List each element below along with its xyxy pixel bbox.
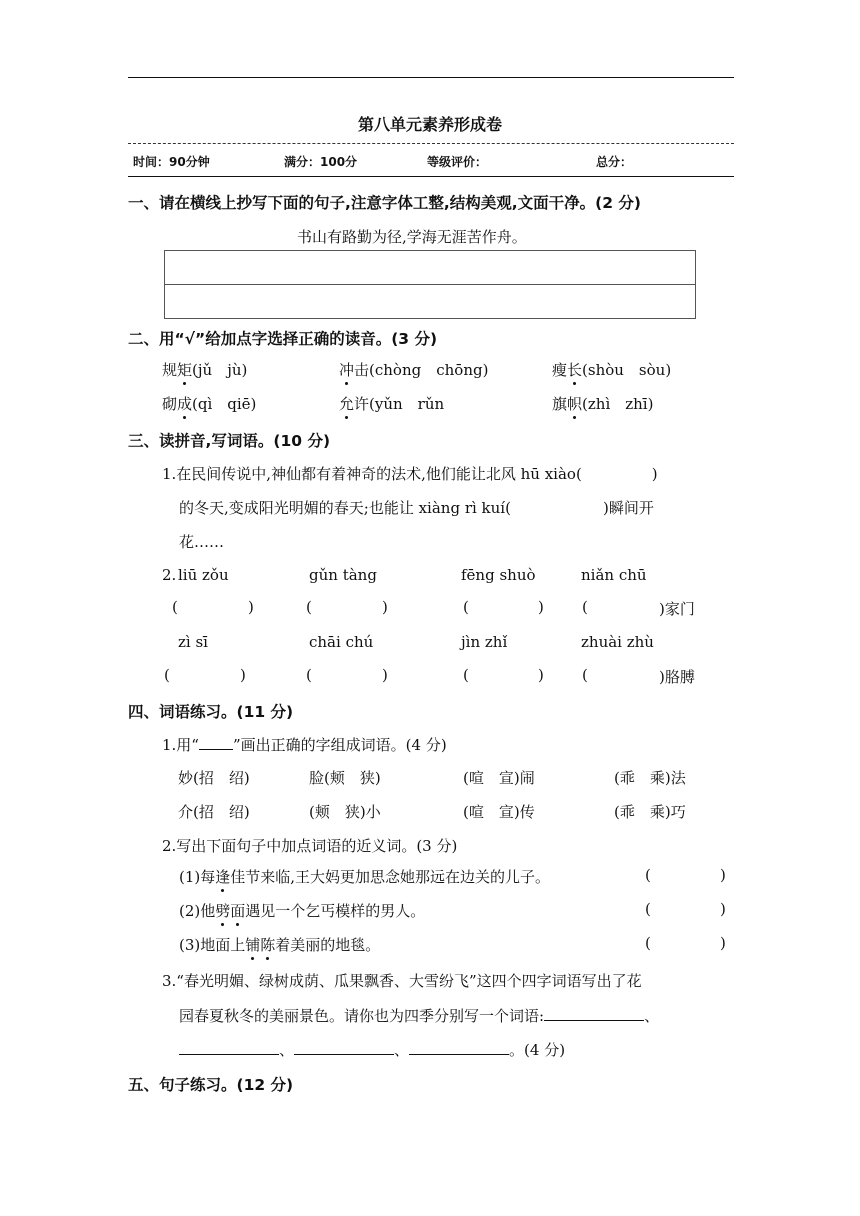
answer-bracket-open[interactable]: (: [172, 598, 178, 616]
section-5-heading: 五、句子练习。(12 分): [128, 1076, 294, 1094]
answer-bracket-open[interactable]: (: [645, 934, 651, 952]
q4-3-line3: 、 、 。(4 分): [179, 1039, 565, 1060]
pinyin-prompt: gǔn tàng: [309, 566, 377, 584]
dotted-char: 陈: [260, 936, 276, 954]
underline-sample: [199, 735, 233, 750]
reading-item: 允许(yǔn rǔn: [339, 395, 445, 413]
choice-item[interactable]: 妙(招 绍): [178, 769, 250, 787]
dotted-char: 成: [177, 395, 193, 413]
header-grade-eval: 等级评价：: [427, 155, 488, 169]
dotted-char: 帜: [567, 395, 583, 413]
synonym-sentence: (2)他劈面遇见一个乞丐模样的男人。: [179, 902, 426, 920]
choice-item[interactable]: (喧 宣)传: [463, 803, 535, 821]
q4-3-line2: 园春夏秋冬的美丽景色。请你也为四季分别写一个词语: 、: [179, 1007, 660, 1025]
answer-bracket-open[interactable]: (: [582, 666, 588, 684]
dotted-char: 长: [567, 361, 583, 379]
pinyin-prompt: liū zǒu: [178, 566, 229, 584]
answer-bracket-open[interactable]: (: [582, 598, 588, 616]
answer-bracket-close: ): [382, 598, 388, 616]
dotted-char: 劈: [215, 902, 231, 920]
dotted-char: 铺: [245, 936, 261, 954]
header-bottom-rule: [128, 176, 734, 177]
choice-item[interactable]: (乖 乘)巧: [614, 803, 686, 821]
copy-box-divider: [165, 284, 695, 285]
answer-bracket-close: ): [538, 598, 544, 616]
pinyin-prompt: niǎn chū: [581, 566, 647, 584]
choice-item[interactable]: 脸(颊 狭): [309, 769, 381, 787]
choice-item[interactable]: (颊 狭)小: [309, 803, 381, 821]
answer-bracket-close: ): [720, 934, 726, 952]
pinyin-prompt: zhuài zhù: [581, 633, 654, 651]
answer-blank[interactable]: [409, 1040, 509, 1055]
answer-blank[interactable]: [544, 1006, 644, 1021]
q4-2-instruction: 2.写出下面句子中加点词语的近义词。(3 分): [162, 837, 458, 855]
section-1-heading: 一、请在横线上抄写下面的句子,注意字体工整,结构美观,文面干净。(2 分): [128, 194, 642, 212]
answer-bracket-close: ): [538, 666, 544, 684]
answer-bracket-close: ): [382, 666, 388, 684]
q3-1-line2: 的冬天,变成阳光明媚的春天;也能让 xiàng rì kuí( )瞬间开: [179, 499, 654, 517]
answer-bracket-open[interactable]: (: [645, 866, 651, 884]
q3-2-number: 2.: [162, 566, 177, 584]
dotted-char: 允: [339, 395, 355, 413]
answer-bracket-close: ): [720, 866, 726, 884]
answer-bracket-open[interactable]: (: [306, 598, 312, 616]
header-full-score: 满分：100分: [284, 155, 358, 169]
answer-bracket-open[interactable]: (: [645, 900, 651, 918]
reading-item: 砌成(qì qiē): [162, 395, 257, 413]
top-rule: [128, 77, 734, 78]
choice-item[interactable]: (喧 宣)闹: [463, 769, 535, 787]
dotted-char: 逢: [215, 868, 231, 886]
reading-item: 旗帜(zhì zhī): [552, 395, 654, 413]
answer-bracket-close: )胳膊: [659, 668, 695, 686]
q4-1-instruction: 1.用“ ”画出正确的字组成词语。(4 分): [162, 736, 447, 754]
q4-3-line1: 3.“春光明媚、绿树成荫、瓜果飘香、大雪纷飞”这四个四字词语写出了花: [162, 972, 642, 990]
synonym-sentence: (3)地面上铺陈着美丽的地毯。: [179, 936, 381, 954]
section-3-heading: 三、读拼音,写词语。(10 分): [128, 432, 331, 450]
page-title: 第八单元素养形成卷: [357, 115, 502, 134]
answer-bracket-close: ): [248, 598, 254, 616]
reading-item: 规矩(jǔ jù): [162, 361, 248, 379]
reading-item: 瘦长(shòu sòu): [552, 361, 672, 379]
copy-sentence: 书山有路勤为径,学海无涯苦作舟。: [297, 228, 527, 246]
answer-bracket-open[interactable]: (: [164, 666, 170, 684]
answer-bracket-open[interactable]: (: [463, 666, 469, 684]
header-time: 时间：90分钟: [133, 155, 210, 169]
answer-bracket-close: ): [720, 900, 726, 918]
q3-1-line3: 花……: [179, 533, 225, 551]
answer-bracket-close: )家门: [659, 600, 695, 618]
answer-bracket-open[interactable]: (: [463, 598, 469, 616]
header-top-rule: [128, 143, 734, 144]
answer-bracket-open[interactable]: (: [306, 666, 312, 684]
synonym-sentence: (1)每逢佳节来临,王大妈更加思念她那远在边关的儿子。: [179, 868, 551, 886]
choice-item[interactable]: (乖 乘)法: [614, 769, 686, 787]
header-total-score: 总分：: [596, 155, 633, 169]
section-2-heading: 二、用“√”给加点字选择正确的读音。(3 分): [128, 330, 438, 348]
answer-bracket-close: ): [240, 666, 246, 684]
dotted-char: 面: [230, 902, 246, 920]
pinyin-prompt: fēng shuò: [461, 566, 536, 584]
q3-1-line1: 1.在民间传说中,神仙都有着神奇的法术,他们能让北风 hū xiào( ): [162, 465, 658, 483]
reading-item: 冲击(chòng chōng): [339, 361, 489, 379]
section-4-heading: 四、词语练习。(11 分): [128, 703, 294, 721]
dotted-char: 冲: [339, 361, 355, 379]
pinyin-prompt: jìn zhǐ: [461, 633, 508, 651]
dotted-char: 矩: [177, 361, 193, 379]
pinyin-prompt: chāi chú: [309, 633, 374, 651]
answer-blank[interactable]: [179, 1040, 279, 1055]
pinyin-prompt: zì sī: [178, 633, 208, 651]
choice-item[interactable]: 介(招 绍): [178, 803, 250, 821]
copy-writing-box[interactable]: [164, 250, 696, 319]
answer-blank[interactable]: [294, 1040, 394, 1055]
